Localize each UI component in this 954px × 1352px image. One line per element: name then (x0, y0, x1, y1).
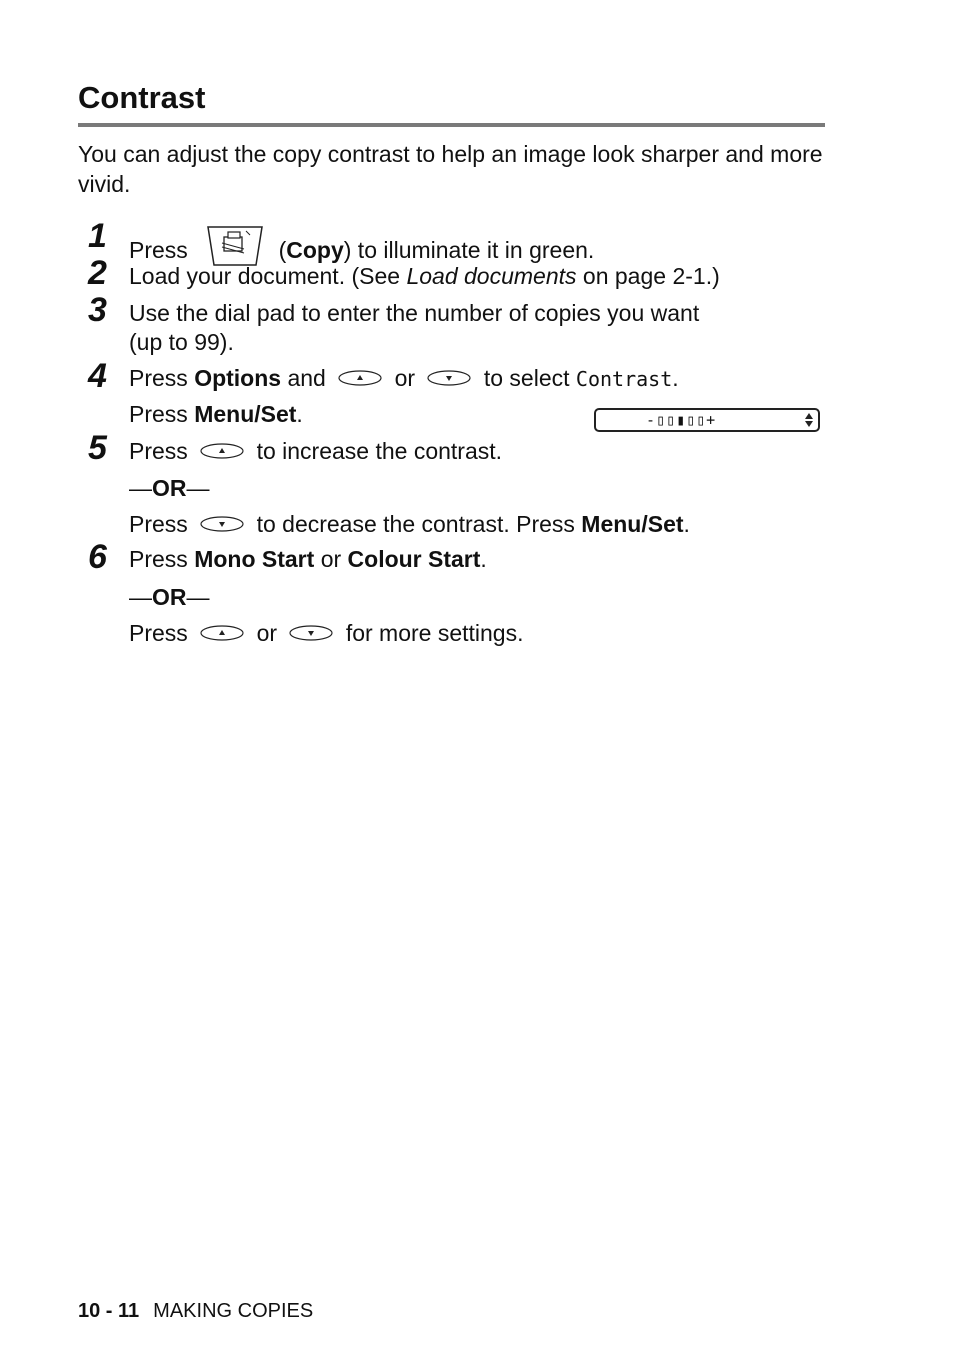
step-5-or: —OR— (129, 475, 210, 501)
menu-value-contrast: Contrast (575, 367, 673, 391)
page-footer (78, 1300, 313, 1323)
step-6-or: —OR— (129, 584, 210, 610)
step-2-text: Load your document. (See Load documents on page 2-1.) (129, 263, 720, 289)
step-3-line-2: (up to 99). (129, 329, 234, 355)
step-5-number: 5 (88, 429, 107, 467)
down-arrow-button-icon (289, 625, 333, 641)
step-5-line-1: Press to increase the contrast. (129, 438, 503, 464)
step-2-number: 2 (88, 254, 107, 292)
lcd-display (594, 408, 820, 432)
step-6-number: 6 (88, 538, 107, 576)
up-arrow-button-icon (200, 443, 244, 459)
page-number: 10 - 11 (78, 1300, 140, 1322)
up-arrow-button-icon (200, 625, 244, 641)
load-documents-ref: Load documents (406, 263, 577, 289)
down-arrow-button-icon (427, 370, 471, 386)
up-arrow-button-icon (338, 370, 382, 386)
title-rule (78, 123, 825, 127)
step-5-line-2: Press to decrease the contrast. Press Menu/Set. (129, 511, 690, 537)
section-name: MAKING COPIES (153, 1300, 314, 1322)
up-down-arrows-icon (804, 412, 814, 433)
step-6-line-1: Press Mono Start or Colour Start. (129, 546, 487, 572)
contrast-scale: -▯▯▮▯▯+ (646, 411, 717, 429)
step-4-number: 4 (88, 357, 107, 395)
intro-paragraph: You can adjust the copy contrast to help an image look sharper and more vivid. (78, 141, 823, 197)
step-1-text: Press (Copy) to illuminate it in green. (129, 227, 594, 277)
step-3-line-1: Use the dial pad to enter the number of copies you want (129, 300, 700, 326)
step-3-number: 3 (88, 291, 107, 329)
page-title: Contrast (78, 80, 206, 115)
step-1-number: 1 (88, 217, 107, 255)
down-arrow-button-icon (200, 516, 244, 532)
step-6-line-2: Press or for more settings. (129, 620, 524, 646)
step-4-line-1: Press Options and or to select Contrast. (129, 365, 679, 391)
step-4-line-2: Press Menu/Set. (129, 401, 303, 427)
